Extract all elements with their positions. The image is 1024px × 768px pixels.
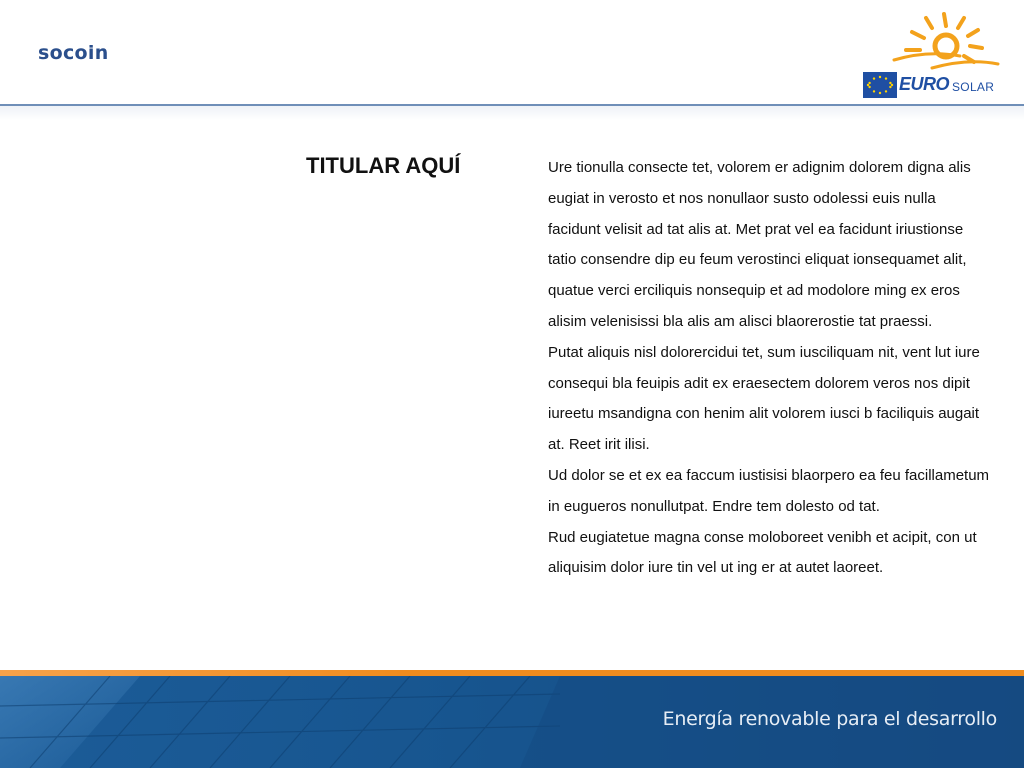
headline: TITULAR AQUÍ bbox=[306, 153, 461, 178]
eurosolar-logo bbox=[860, 10, 1002, 100]
body-paragraph: Rud eugiatetue magna conse moloboreet venibh et acipit, con ut aliquisim dolor iure tin vel ut ing er at autet laoreet. bbox=[548, 528, 977, 577]
solar-logo-text: SOLAR bbox=[952, 80, 995, 94]
footer-tagline: Energía renovable para el desarrollo bbox=[662, 708, 997, 730]
header-shadow bbox=[0, 106, 1024, 120]
euro-logo-text: EURO bbox=[899, 74, 950, 94]
header bbox=[0, 0, 1024, 106]
body-paragraph: Putat aliquis nisl dolorercidui tet, sum iusciliquam nit, vent lut iure consequi bla feuipis adit ex eraesectem dolorem veros nos dipit iureetu msandigna con henim alit volorem iusci b faciliquis augait at. Reet irit ilisi. bbox=[548, 343, 980, 454]
eu-flag-icon bbox=[863, 72, 897, 98]
body-paragraph: Ure tionulla consecte tet, volorem er adignim dolorem digna alis eugiat in verosto et nos nonullaor susto odolessi euis nulla facidunt velisit ad tat alis at. Met prat vel ea facidunt iriustionse tatio consendre dip eu feum verostinci eliquat ionsequamet alit, quatue verci erciliquis nonsequip et ad modolore ming ex eros alisim velenisissi bla alis am alisci blaorerostie tat praessi. bbox=[548, 159, 971, 330]
body-paragraph: Ud dolor se et ex ea faccum iustisisi blaorpero ea feu facillametum in eugueros nonullutpat. Endre tem dolesto od tat. bbox=[548, 466, 990, 515]
socoin-logo: socoin bbox=[38, 42, 109, 64]
body-text bbox=[548, 153, 992, 584]
sun-icon bbox=[888, 10, 1000, 72]
footer-band bbox=[0, 676, 1024, 768]
